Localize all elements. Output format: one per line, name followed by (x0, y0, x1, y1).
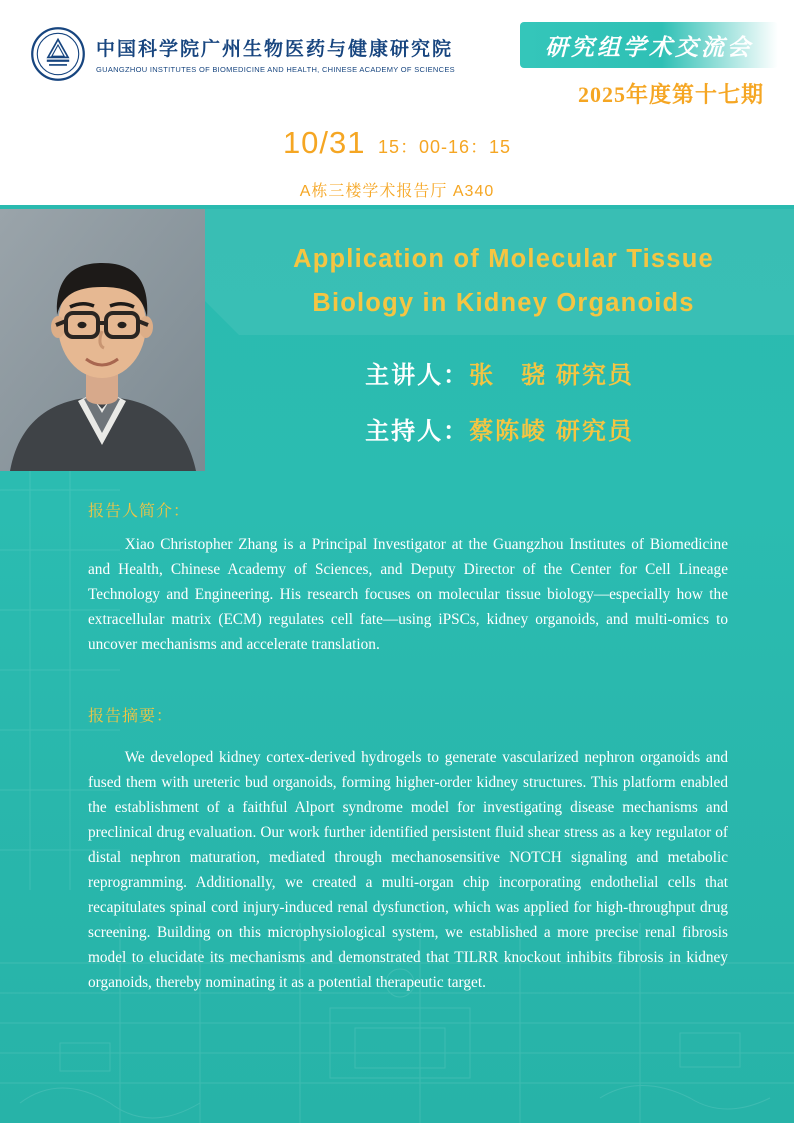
abstract-paragraph: We developed kidney cortex-derived hydrogels to generate vascularized nephron organoids and fused them with ureteric bud organoids, forming higher-order kidney structures. This platform enabled the establishment of a faithful Alport syndrome model for investigating disease mechanisms and preclinical drug evaluation. Our work further identified persistent fluid shear stress as a key regulator of distal nephron maturation, mediated through mechanosensitive NOTCH signaling and metabolic reprogramming. Additionally, we created a multi-organ chip incorporating endothelial cells that recapitulates spinal cord injury-induced renal dysfunction, which was applied for high-throughput drug screening. Building on this microphysiological system, we established a more precise renal fibrosis model to elucidate its mechanisms and demonstrated that TILRR knockout inhibits fibrosis in kidney organoids, thereby nominating it as a potential therapeutic target. (88, 749, 728, 991)
series-banner (520, 22, 778, 68)
talk-title (223, 237, 784, 325)
talk-title-panel (205, 209, 794, 471)
abstract-section-label: 报告摘要： (88, 708, 174, 725)
institute-name-en: GUANGZHOU INSTITUTES OF BIOMEDICINE AND HEALTH, CHINESE ACADEMY OF SCIENCES (96, 65, 455, 74)
speaker-label: 主讲人： (365, 362, 470, 389)
institute-name-block (96, 34, 455, 74)
institute-name-cn: 中国科学院广州生物医药与健康研究院 (96, 39, 454, 60)
speaker-portrait-illustration (0, 209, 205, 471)
event-date: 10/31 (282, 125, 366, 160)
host-line (205, 411, 794, 446)
series-banner-text: 研究组学术交流会 (545, 34, 753, 60)
date-time-line (0, 125, 794, 161)
bio-section-label: 报告人简介： (88, 503, 191, 520)
talk-title-line-2: Biology in Kidney Organoids (312, 289, 695, 317)
speaker-photo (0, 209, 205, 471)
speaker-line (205, 355, 794, 390)
host-label: 主持人： (365, 418, 470, 445)
host-name: 蔡陈崚 研究员 (469, 418, 634, 445)
institute-logo (30, 26, 455, 82)
event-venue: A栋三楼学术报告厅 A340 (299, 183, 495, 200)
talk-title-line-1: Application of Molecular Tissue (293, 245, 714, 273)
event-time: 15：00-16：15 (377, 137, 512, 157)
bio-paragraph: Xiao Christopher Zhang is a Principal Investigator at the Guangzhou Institutes of Biomedicine and Health, Chinese Academy of Sciences, and Deputy Director of the Center for Cell Lineage Technology and Engineering. His research focuses on molecular tissue biology—especially how the extracellular matrix (ECM) regulates cell fate—using iPSCs, kidney organoids, and multi-omics to uncover mechanisms and accelerate translation. (88, 536, 728, 653)
issue-number: 2025年度第十七期 (577, 82, 764, 107)
poster-header (0, 0, 794, 205)
speaker-name: 张 骁 研究员 (469, 362, 634, 389)
institute-emblem-icon (30, 26, 86, 82)
